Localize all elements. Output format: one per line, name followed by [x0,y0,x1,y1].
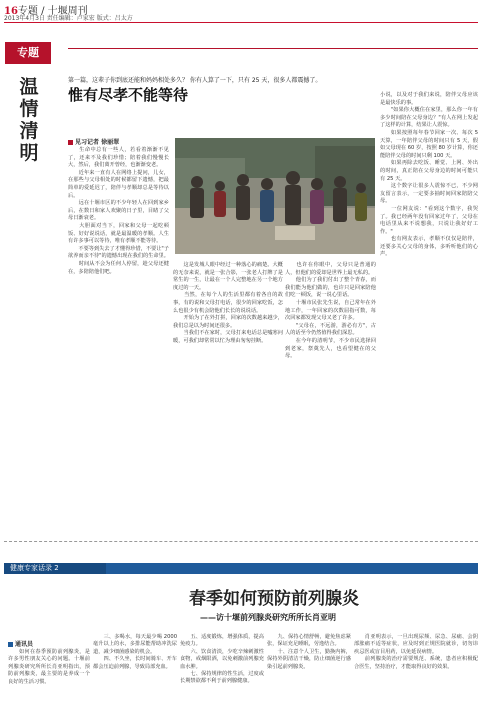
health-byline-text: 通讯员 [15,641,34,648]
article-photo [175,138,375,254]
page-name: 专题 / 十堰周刊 [17,6,88,17]
section-tag: 专题 [5,42,51,64]
article-column-2: 这是发城人眼中经过一种落心的痛楚。大概的无奈来说，就是一张合影，一张老人打牌了是常生的一生，让最在一个人完整地在另一个地方度过的一天。 当然，在每个人的生活里都有着各自的故事，有的说和父母打电话，很少的回家吃饭，怎么也很少有机会陪他们长长的说说话。 开始为了在外打拼，回家的次数越来越少，我们总是以为时间还很多。 当我们不在家时，父母打来电话总是嘘寒问暖，可我们却常常以忙为理由匆匆挂断。 [173,262,283,344]
article-byline [68,137,119,146]
health-byline [8,639,33,648]
health-column-3: 五、适度锻炼，增强体质，提高免疫力。 六、饮食清淡，少吃辛辣刺激性食物，戒烟限酒，以免刺激前列腺充血水肿。 七、保持规律的性生活，过度或长期禁欲都不利于前列腺健康。 [180,634,264,685]
byline-marker-icon [68,140,73,145]
byline-text: 见习记者 徐丽翠 [75,139,120,146]
article-kicker: 第一篇，这辈子你到底还能和妈妈相处多久？ 你有人算了一下，只有 25 天，很多人都震撼了。 [68,77,322,84]
header-divider [4,22,478,23]
page-number: 16 [4,6,18,17]
page-header-meta: 2013年4月3日 责任编辑：卢家宏 版式：吕太方 [4,15,133,22]
title-divider [68,48,478,49]
health-byline-marker-icon [8,642,13,647]
article-column-3: 也许在你眼中，父母只是普通的人，但他们的爱却是世界上最无私的。 他们为了我们付出了整个青春，而我们能为他们做的，也许只是回家陪他们吃一顿饭，说一说心里话。 十堰市民张先生说，自己常年在外地工作，一年回家的次数屈指可数，每次回家都发现父母又老了许多。 "父母在，不远游，游必有方"，古人的话至今仍然值得我们深思。 在今年的清明节，不少市民选择回到老家，祭奠先人，也看望健在的父母。 [285,262,376,360]
article-title: 惟有尽孝不能等待 [68,86,189,104]
article-column-4: 小说，以及对于我们来说，陪伴父母应该是最快乐的事。 "如果你大概住在家里，那么你一年有多少时间陪在父母身边？"有人在网上发起了这样的计算，结果让人震惊。 如果按照每年春节回家一次、每次 5 天算，一年陪伴父母的时间只有 5 天，假如父母现在 60 岁，按照 80 岁计算，你还能陪伴父母的时间只剩 100 天。 如果再除去吃饭、睡觉、上网、外出的时间，真正陪在父母身边的时间可能只有 25 天。 这个数字让很多人震惊不已，不少网友留言表示，一定要多抽时间回家陪陪父母。 一位网友说："看到这个数字，我哭了。我已经两年没有回家过年了，父母在电话里从来不说想我，只说让我好好工作。" 也有网友表示，孝顺不仅仅是陪伴，还要多关心父母的身体，多听听他们的心声。 [380,92,478,258]
health-title: 春季如何预防前列腺炎 [189,589,359,609]
section-divider [4,541,478,542]
health-column-1: 如何在春季预防前列腺炎，是许多男性朋友关心的问题。十堰前列腺炎研究所所长肖亚明指出，预防前列腺炎，最主要的是养成一个良好的生活习惯。 [8,649,90,685]
health-column-2: 三、多喝水，每天最少喝 2000 毫升以上的水，多排尿能帮助冲洗尿道，减少细菌感染的机会。 四、不久坐，长时间骑车、开车都会压迫前列腺，导致局部充血。 [93,634,177,670]
article-column-1: 生命中总有一些人，若看着渐渐不见了，还来不及我们珍惜；陪着我们慢慢长大，然后，我们离开曾经，也渐渐变老。 近年来一直有人在网络上提问，儿女，在那些与父母相处的时候都留下遗憾，把最简单的爱延迟了，陪伴与孝顺却总是等待以后。 远在十堰市区的不少年轻人在回到家乡后，在数日和家人欢聚的日子里，目睹了父母日渐衰老。 大胆面对当下，回家和父母一起吃顿饭、好好说说话，就是最温暖的孝顺。人生有许多事可以等待，唯有孝顺不能等待。 不要等到失去了才懂得珍惜，不要让"子欲养而亲不待"的遗憾出现在我们的生命里。 时间从不会为任何人停留，趁父母还健在，多陪陪他们吧。 [68,147,169,275]
health-subtitle: ——访十堰前列腺炎研究所所长肖亚明 [200,613,336,622]
photo-illustration [175,138,375,254]
vertical-section-title: 温情清明 [19,76,39,164]
health-strip-label: 健康专家话录 2 [4,563,106,574]
health-column-4: 九、保持心情舒畅，避免焦虑紧张，保证充足睡眠，劳逸结合。 十、注意个人卫生，勤换内裤，保持外阴清洁干燥，防止细菌逆行感染引起前列腺炎。 [267,634,351,670]
health-column-5: 肖亚明表示，一旦出现尿频、尿急、尿痛、会阴部胀痛不适等症状，应及时到正规医院就诊，切勿讳疾忌医或盲目用药，以免延误病情。 前列腺炎的治疗需要规范、系统，患者应积极配合医生，坚持治疗，才能取得良好的效果。 [354,634,478,670]
